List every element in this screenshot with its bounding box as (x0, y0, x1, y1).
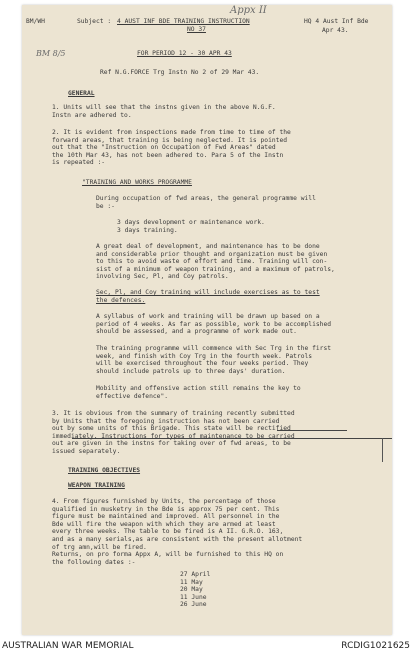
text-line: be :- (96, 202, 115, 210)
archive-footer (0, 638, 414, 654)
handwritten-underline (72, 438, 392, 439)
reference-line: Ref N.G.FORCE Trg Instn No 2 of 29 Mar 43. (100, 69, 260, 76)
paragraph-1 (52, 104, 276, 119)
text-line: should include patrols up to three days' duration. (96, 367, 286, 375)
text-line: Returns, on pro forma Appx A, will be furnished to this HQ on (52, 551, 284, 559)
weapon-training-heading: WEAPON TRAINING (68, 482, 125, 489)
text-line: A syllabus of work and training will be drawn up based on a (96, 313, 320, 320)
text-line: will be exercised throughout the four weeks period. They (96, 360, 309, 368)
appendix-annotation: Appx II (230, 5, 267, 16)
list-item: 3 days development or maintenance work. (117, 219, 265, 226)
text-line: forward areas, that training is being neglected. It is pointed (52, 136, 288, 144)
paragraph-3 (52, 410, 295, 456)
text-line: 1. Units will see that the instns given in the above N.G.F. (52, 104, 276, 111)
list-item: 11 June (180, 593, 207, 601)
text-line: Sec, Pl, and Coy training will include exercises as to test (96, 289, 320, 296)
subject-number: NO 37 (187, 26, 206, 33)
paragraph-4 (52, 498, 302, 566)
hq-line: HQ 4 Aust Inf Bde (304, 18, 369, 25)
text-line: is repeated :- (52, 159, 106, 167)
list-item: 20 May (180, 586, 203, 594)
list-item: 3 days training. (117, 226, 178, 234)
text-line: Instn are adhered to. (52, 111, 132, 119)
quote-intro (96, 195, 316, 210)
list-item: 26 June (180, 601, 207, 609)
handwritten-margin-mark (382, 438, 383, 462)
list-item: 11 May (180, 578, 203, 586)
text-line: out are given in the instns for taking over of fwd areas, to be (52, 440, 291, 448)
reference-code: BM/WH (26, 18, 45, 25)
text-line: by Units that the foregoing instruction has not been carried (52, 417, 280, 425)
text-line: During occupation of fwd areas, the general programme will (96, 195, 316, 202)
date-line: Apr 43. (322, 27, 349, 34)
text-line: effective defence". (96, 392, 169, 400)
general-heading: GENERAL (68, 90, 95, 97)
pencil-annotation: BM 8/5 (36, 49, 66, 58)
text-line: week, and finish with Coy Trg in the fourth week. Patrols (96, 352, 313, 360)
text-line: the following dates :- (52, 558, 136, 566)
text-line: sist of a minimum of weapon training, and a maximum of patrols, (96, 265, 335, 273)
training-objectives-heading: TRAINING OBJECTIVES (68, 467, 141, 474)
text-line: issued separately. (52, 447, 121, 455)
text-line: the defences. (96, 296, 146, 304)
subject-label: Subject : (77, 18, 112, 25)
text-line: involving Sec, Pl, and Coy patrols. (96, 273, 229, 281)
text-line: out that the "Instruction on Occupation of Fwd Areas" dated (52, 144, 276, 152)
list-item: 27 April (180, 571, 211, 578)
text-line: figure must be maintained and improved. All personnel in the (52, 513, 280, 521)
text-line: A great deal of development, and maintenance has to be done (96, 243, 320, 250)
text-line: every three weeks. The table to be fired is A II. G.R.O. 163, (52, 528, 284, 536)
period-heading: FOR PERIOD 12 - 30 APR 43 (137, 50, 232, 57)
text-line: 3. It is obvious from the summary of training recently submitted (52, 410, 295, 417)
text-line: 4. From figures furnished by Units, the percentage of those (52, 498, 276, 505)
text-line: and as a many serials,as are consistent with the present allotment (52, 535, 303, 543)
text-line: The training programme will commence with Sec Trg in the first (96, 345, 332, 352)
text-line: qualified in musketry in the Bde is approx 75 per cent. This (52, 505, 280, 513)
quote-paragraph-mobility (96, 385, 301, 400)
archive-record-id: RCDIG1021625 (341, 641, 410, 651)
text-line: of trg amn,will be fired. (52, 543, 147, 551)
archive-name: AUSTRALIAN WAR MEMORIAL (2, 641, 134, 651)
text-line: 2. It is evident from inspections made from time to time of the (52, 129, 291, 136)
quote-paragraph-programme (96, 345, 331, 375)
text-line: Mobility and offensive action still remains the key to (96, 385, 301, 392)
text-line: immediately. Instructions for types of maintenance to be carried (52, 432, 295, 440)
text-line: Bde will fire the weapon with which they are armed at least (52, 520, 276, 528)
text-line: the 10th Mar 43, has not been adhered to. Para 5 of the Instn (52, 151, 284, 159)
text-line: to this to avoid waste of effort and time. Training will con- (96, 258, 328, 266)
return-dates-list (180, 571, 210, 609)
quote-paragraph-syllabus (96, 313, 331, 336)
paragraph-2 (52, 129, 291, 167)
subject-title: 4 AUST INF BDE TRAINING INSTRUCTION (117, 18, 250, 25)
document-page (22, 5, 392, 635)
text-line: out by some units of this Brigade. This state will be rectified (52, 425, 291, 433)
quote-list (117, 219, 265, 234)
text-line: and considerable prior thought and organization must be given (96, 250, 328, 258)
text-line: should be assessed, and a programme of work made out. (96, 328, 297, 336)
quote-paragraph-exercises (96, 289, 320, 304)
quote-paragraph (96, 243, 335, 281)
quote-heading: "TRAINING AND WORKS PROGRAMME (82, 179, 192, 186)
handwritten-underline (277, 430, 347, 431)
text-line: period of 4 weeks. As far as possible, work to be accomplished (96, 320, 332, 328)
